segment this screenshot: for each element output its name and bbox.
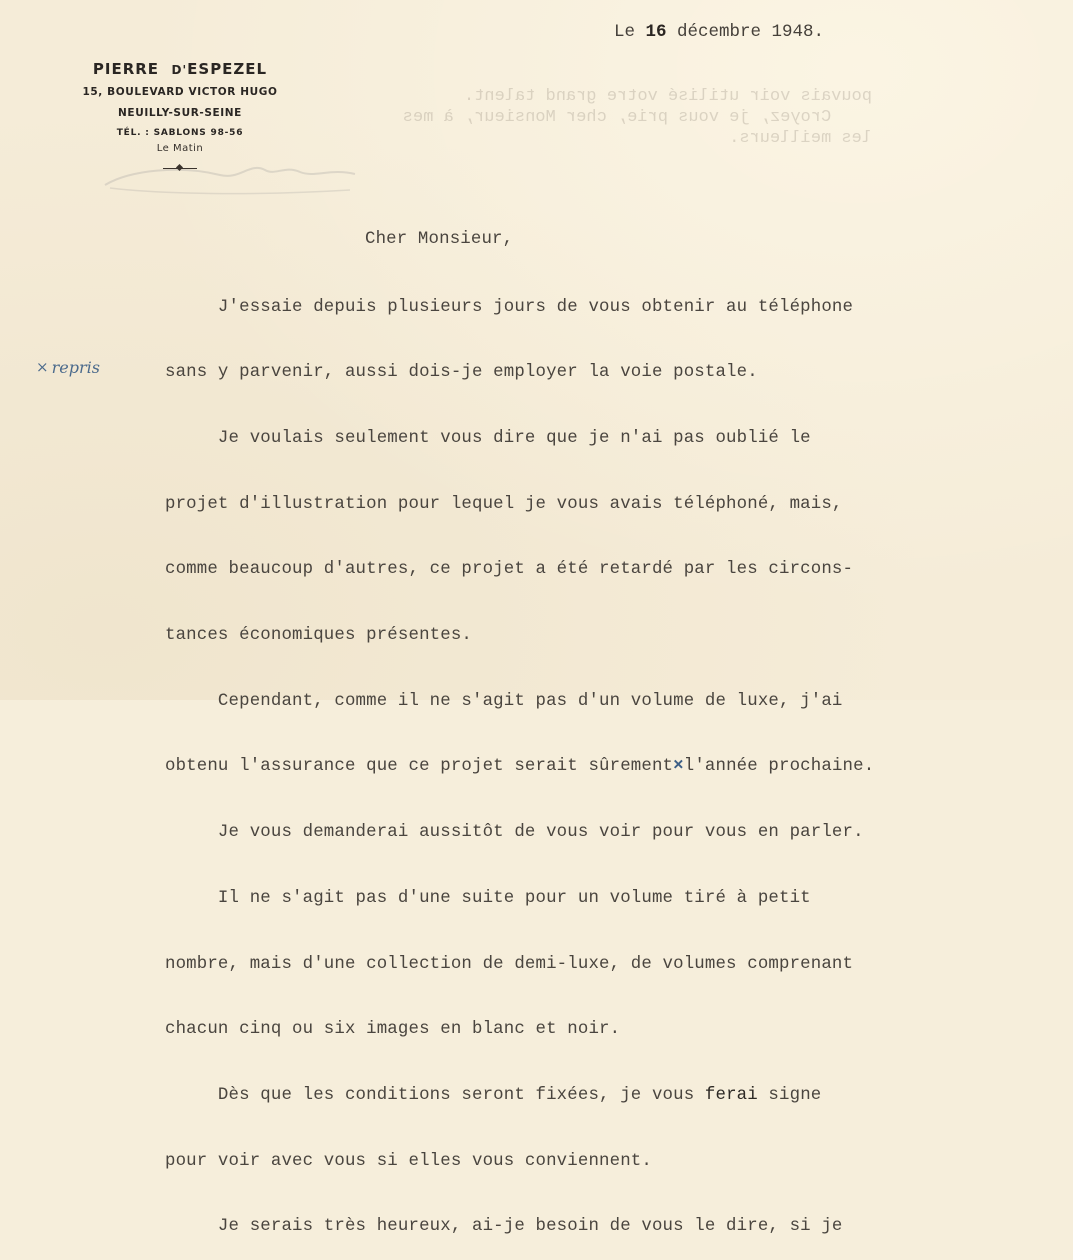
body-line: tances économiques présentes. xyxy=(165,626,472,646)
sender-last-name: ESPEZEL xyxy=(187,60,268,78)
body-line: Je voulais seulement vous dire que je n'ai pas oublié le xyxy=(165,428,811,448)
body-line: Je vous demanderai aussitôt de vous voir pour vous en parler. xyxy=(165,823,864,843)
sender-telephone: TÉL. : SABLONS 98-56 xyxy=(116,128,244,138)
sender-city: NEUILLY-SUR-SEINE xyxy=(118,107,242,119)
ornament-divider-icon xyxy=(163,164,197,172)
insert-cross-icon: × xyxy=(36,358,49,376)
margin-note-text: repris xyxy=(51,358,100,377)
body-line-text: l'année prochaine. xyxy=(683,757,875,777)
body-line: pour voir avec vous si elles vous conviennent. xyxy=(165,1151,652,1171)
salutation: Cher Monsieur, xyxy=(365,229,514,249)
body-line: nombre, mais d'une collection de demi-luxe, de volumes comprenant xyxy=(165,954,854,974)
letter-date xyxy=(614,22,824,42)
bleed-line: Croyez, je vous prie, cher Monsieur, à mes xyxy=(402,108,872,127)
body-line: projet d'illustration pour lequel je vous avais téléphoné, mais, xyxy=(165,494,843,514)
body-line: J'essaie depuis plusieurs jours de vous obtenir au téléphone xyxy=(165,297,854,317)
body-line-text: Dès que les conditions seront fixées, je vous xyxy=(165,1085,695,1105)
sender-first-name: PIERRE xyxy=(92,60,160,78)
body-line: Cependant, comme il ne s'agit pas d'un volume de luxe, j'ai xyxy=(165,691,843,711)
body-line xyxy=(165,1085,874,1107)
body-line xyxy=(165,756,874,778)
bleed-line: pouvais voir utilisé votre grand talent. xyxy=(463,87,872,106)
bleed-line: les meilleurs. xyxy=(729,129,872,148)
body-line-text: signe xyxy=(757,1085,822,1105)
sender-particle: D' xyxy=(171,63,188,77)
letterhead xyxy=(60,60,300,172)
sender-name xyxy=(60,60,300,78)
overtyped-word: ferai xyxy=(694,1085,758,1105)
body-line: comme beaucoup d'autres, ce projet a été retardé par les circons- xyxy=(165,560,854,580)
sender-affiliation: Le Matin xyxy=(156,143,204,154)
body-line: chacun cinq ou six images en blanc et noir. xyxy=(165,1020,621,1040)
body-line: Je serais très heureux, ai-je besoin de vous le dire, si je xyxy=(165,1217,843,1237)
letter-body xyxy=(165,185,874,1260)
body-line-text: obtenu l'assurance que ce projet serait sûrement xyxy=(165,757,674,777)
sender-address: 15, BOULEVARD VICTOR HUGO xyxy=(82,86,278,98)
insert-cross-icon: × xyxy=(673,757,684,777)
date-prefix: Le xyxy=(614,22,646,42)
bleed-through-text xyxy=(352,86,872,149)
date-rest: décembre 1948. xyxy=(666,22,825,42)
body-line: Il ne s'agit pas d'une suite pour un volume tiré à petit xyxy=(165,888,811,908)
handwritten-margin-note xyxy=(36,358,100,377)
date-day: 16 xyxy=(645,22,667,42)
body-line: sans y parvenir, aussi dois-je employer la voie postale. xyxy=(165,363,758,383)
